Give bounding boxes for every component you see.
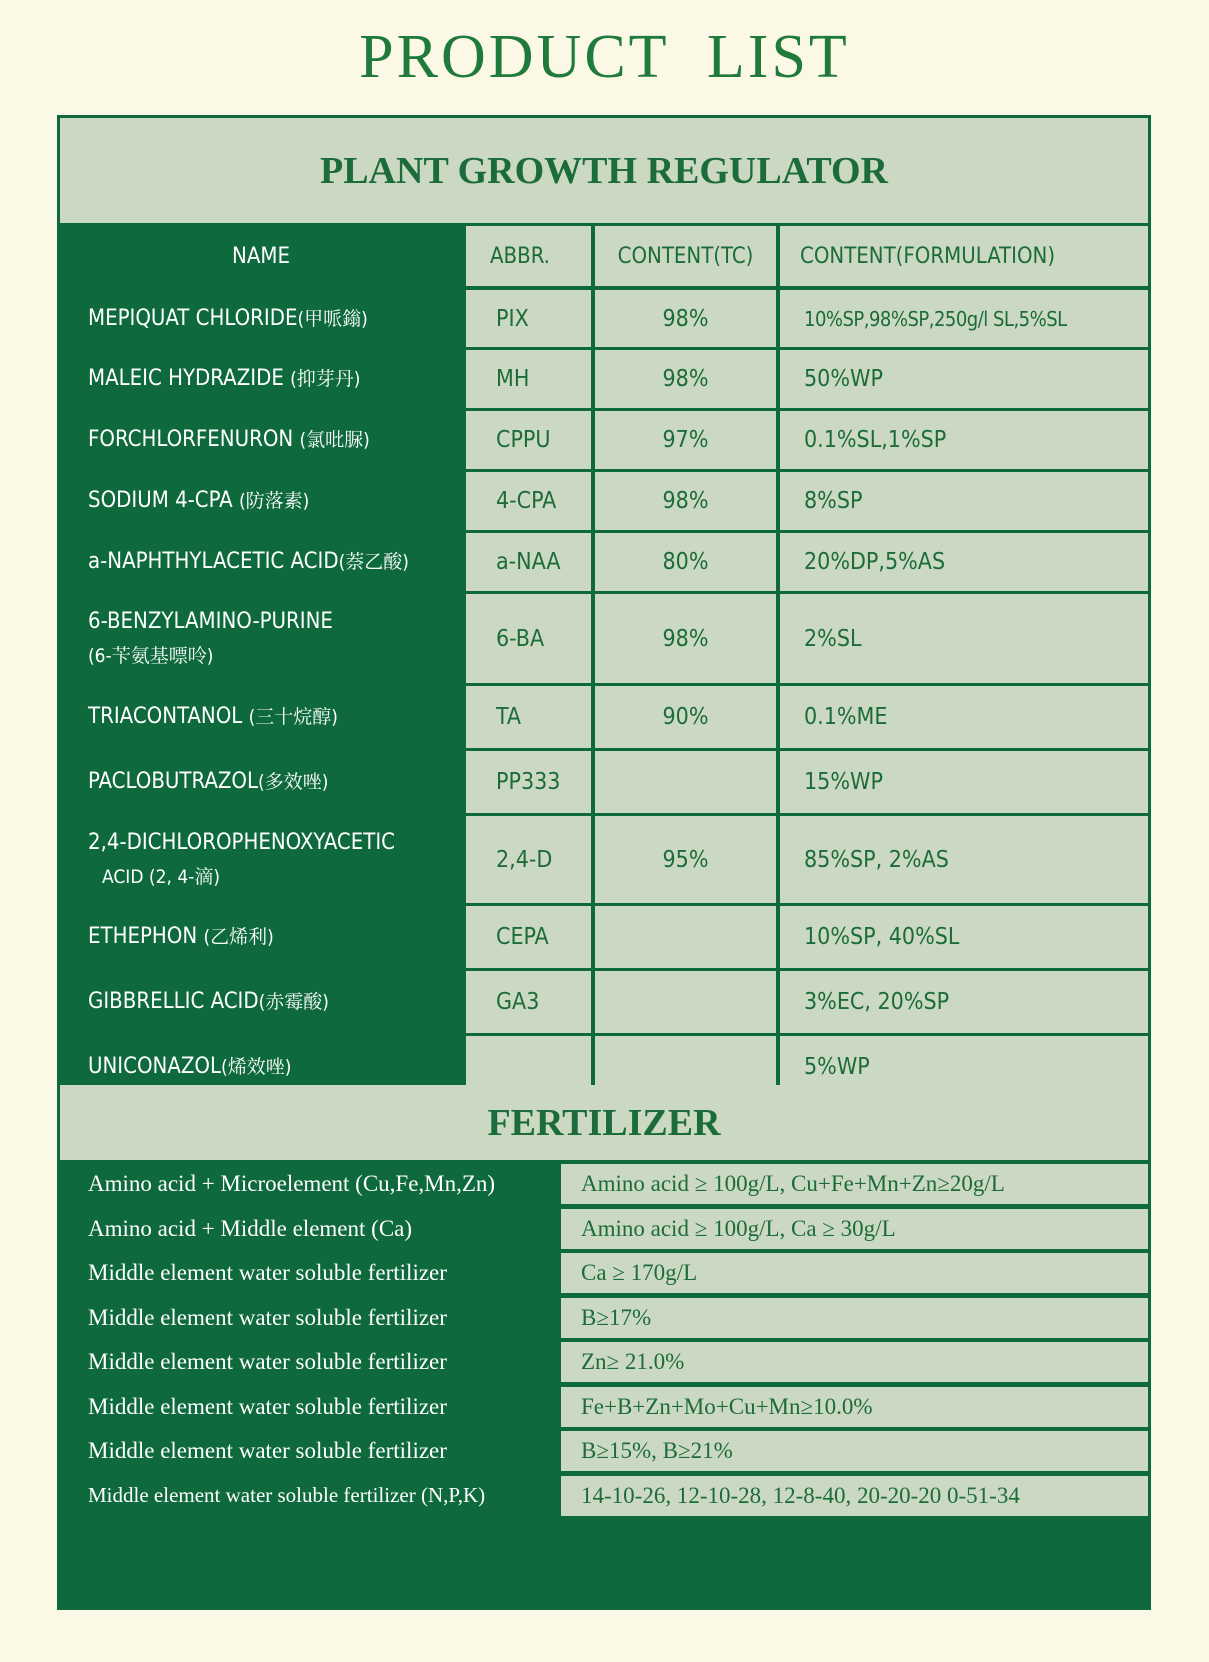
fertilizer-section-heading: FERTILIZER xyxy=(60,1085,1148,1160)
product-name-en: ETHEPHON xyxy=(88,924,204,949)
pgr-row-name xyxy=(60,533,462,591)
product-name-en: 6-BENZYLAMINO-PURINE xyxy=(88,608,333,634)
fertilizer-row-name: Middle element water soluble fertilizer xyxy=(60,1253,557,1293)
pgr-row-name xyxy=(60,594,462,683)
fertilizer-row-content: B≥17% xyxy=(561,1298,1148,1338)
product-name-en: a-NAPHTHYLACETIC ACID xyxy=(88,549,339,574)
fertilizer-row-content: Fe+B+Zn+Mo+Cu+Mn≥10.0% xyxy=(561,1387,1148,1427)
pgr-row-content-formulation: 5%WP xyxy=(780,1036,1148,1098)
pgr-row-content-formulation: 0.1%ME xyxy=(780,686,1148,748)
pgr-row-content-tc: 98% xyxy=(595,350,776,408)
pgr-row-content-formulation: 50%WP xyxy=(780,350,1148,408)
pgr-row-abbr: GA3 xyxy=(466,971,591,1033)
pgr-row-name xyxy=(60,971,462,1033)
pgr-row-abbr: a-NAA xyxy=(466,533,591,591)
pgr-row-content-tc: 98% xyxy=(595,290,776,347)
fertilizer-row-name: Middle element water soluble fertilizer xyxy=(60,1387,557,1427)
pgr-row-content-tc: 80% xyxy=(595,533,776,591)
pgr-row-abbr: CPPU xyxy=(466,411,591,469)
product-name-en: SODIUM 4-CPA xyxy=(88,488,239,513)
pgr-row-abbr: CEPA xyxy=(466,906,591,968)
header-content-formulation: CONTENT(FORMULATION) xyxy=(780,226,1148,286)
product-name-cn: (氯吡脲) xyxy=(299,429,370,451)
pgr-row-content-tc: 98% xyxy=(595,472,776,530)
fertilizer-row-name: Amino acid + Middle element (Ca) xyxy=(60,1209,557,1249)
product-name-en: TRIACONTANOL xyxy=(88,704,249,729)
pgr-row-name xyxy=(60,816,462,903)
pgr-row-content-formulation: 85%SP, 2%AS xyxy=(780,816,1148,903)
fertilizer-row-content: Ca ≥ 170g/L xyxy=(561,1253,1148,1293)
pgr-row-content-tc: 98% xyxy=(595,594,776,683)
pgr-row-content-formulation: 3%EC, 20%SP xyxy=(780,971,1148,1033)
product-name-cn: (乙烯利) xyxy=(203,926,274,948)
pgr-row-content-formulation: 0.1%SL,1%SP xyxy=(780,411,1148,469)
pgr-row-abbr: 2,4-D xyxy=(466,816,591,903)
fertilizer-row-content: Zn≥ 21.0% xyxy=(561,1342,1148,1382)
pgr-row-content-tc: 90% xyxy=(595,686,776,748)
fertilizer-row-content: 14-10-26, 12-10-28, 12-8-40, 20-20-20 0-51-34 xyxy=(561,1476,1148,1516)
pgr-row-name xyxy=(60,350,462,408)
header-name: NAME xyxy=(60,226,462,286)
product-name-en: 2,4-DICHLOROPHENOXYACETIC xyxy=(88,829,395,855)
pgr-section-heading: PLANT GROWTH REGULATOR xyxy=(60,118,1148,223)
pgr-row-name xyxy=(60,472,462,530)
pgr-row-name xyxy=(60,906,462,968)
pgr-row-abbr: TA xyxy=(466,686,591,748)
product-name-cn: (烯效唑) xyxy=(221,1056,292,1078)
product-name-en: MEPIQUAT CHLORIDE xyxy=(88,305,298,331)
pgr-row-content-formulation: 10%SP, 40%SL xyxy=(780,906,1148,968)
pgr-row-abbr: PP333 xyxy=(466,751,591,813)
pgr-row-name xyxy=(60,411,462,469)
product-name-cn: (防落素) xyxy=(238,490,310,512)
pgr-row-name xyxy=(60,290,462,347)
pgr-row-abbr: 4-CPA xyxy=(466,472,591,530)
pgr-row-name xyxy=(60,686,462,748)
pgr-row-content-tc xyxy=(595,971,776,1033)
product-name-en: FORCHLORFENURON xyxy=(88,427,300,452)
product-name-cn: (甲哌鎓) xyxy=(297,307,368,330)
page-title: PRODUCT LIST xyxy=(359,23,850,91)
product-name-en: PACLOBUTRAZOL xyxy=(88,769,259,794)
header-content-tc: CONTENT(TC) xyxy=(595,226,776,286)
pgr-row-content-tc: 95% xyxy=(595,816,776,903)
product-name-cn: (萘乙酸) xyxy=(338,551,409,573)
pgr-row-abbr: 6-BA xyxy=(466,594,591,683)
fertilizer-row-content: Amino acid ≥ 100g/L, Ca ≥ 30g/L xyxy=(561,1209,1148,1249)
fertilizer-row-name: Middle element water soluble fertilizer xyxy=(60,1431,557,1471)
pgr-row-content-formulation: 10%SP,98%SP,250g/l SL,5%SL xyxy=(780,290,1148,347)
product-name-en: MALEIC HYDRAZIDE xyxy=(88,366,291,391)
fertilizer-row-content: Amino acid ≥ 100g/L, Cu+Fe+Mn+Zn≥20g/L xyxy=(561,1164,1148,1204)
pgr-row-content-formulation: 20%DP,5%AS xyxy=(780,533,1148,591)
pgr-row-content-formulation: 8%SP xyxy=(780,472,1148,530)
fertilizer-row-content: B≥15%, B≥21% xyxy=(561,1431,1148,1471)
pgr-row-name xyxy=(60,751,462,813)
pgr-row-abbr: MH xyxy=(466,350,591,408)
pgr-row-content-formulation: 2%SL xyxy=(780,594,1148,683)
pgr-row-content-tc xyxy=(595,906,776,968)
product-name-cn: ACID (2, 4-滴) xyxy=(102,865,221,888)
fertilizer-row-name: Amino acid + Microelement (Cu,Fe,Mn,Zn) xyxy=(60,1164,557,1204)
fertilizer-row-name: Middle element water soluble fertilizer xyxy=(60,1342,557,1382)
product-name-cn: (6-苄氨基嘌呤) xyxy=(88,644,214,667)
product-name-cn: (抑芽丹) xyxy=(290,368,361,390)
fertilizer-row-name: Middle element water soluble fertilizer (N,P,K) xyxy=(60,1476,557,1516)
product-name-cn: (三十烷醇) xyxy=(248,706,338,728)
header-abbr: ABBR. xyxy=(466,226,591,286)
pgr-row-content-tc: 97% xyxy=(595,411,776,469)
pgr-row-content-formulation: 15%WP xyxy=(780,751,1148,813)
product-name-en: UNICONAZOL xyxy=(88,1054,222,1079)
fertilizer-row-name: Middle element water soluble fertilizer xyxy=(60,1298,557,1338)
product-name-cn: (赤霉酸) xyxy=(258,991,329,1013)
pgr-row-content-tc xyxy=(595,751,776,813)
product-name-cn: (多效唑) xyxy=(258,771,329,793)
pgr-row-abbr: PIX xyxy=(466,290,591,347)
product-name-en: GIBBRELLIC ACID xyxy=(88,989,259,1014)
product-table-frame xyxy=(57,115,1151,1610)
